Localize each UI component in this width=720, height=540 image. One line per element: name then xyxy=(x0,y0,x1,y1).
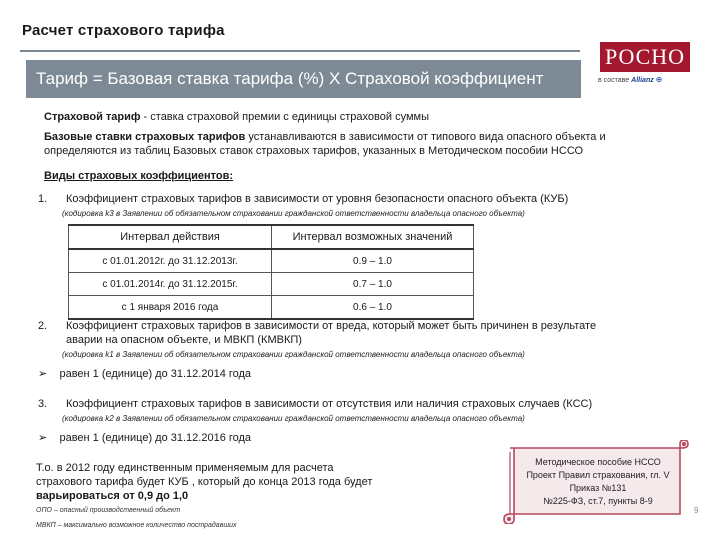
base-rates-line-1: Базовые ставки страховых тарифов устанавливаются в зависимости от типового вида опасного объекта и xyxy=(44,131,606,143)
types-heading: Виды страховых коэффициентов: xyxy=(44,170,234,182)
rate-interval-table xyxy=(68,224,474,320)
item-2-note: (кодировка k1 в Заявлении об обязательном страховании гражданской ответственности владельца опасного объекта) xyxy=(62,350,525,359)
item-2-text-1: Коэффициент страховых тарифов в зависимости от вреда, который может быть причинен в результате xyxy=(66,320,597,332)
table-row xyxy=(69,273,474,296)
header-interval: Интервал действия xyxy=(69,225,272,249)
item-1-number: 1. xyxy=(38,193,48,205)
summary-line-3: варьироваться от 0,9 до 1,0 xyxy=(36,490,189,502)
arrow-bullet-icon: ➢ xyxy=(38,368,48,380)
reference-scroll xyxy=(500,440,692,524)
logo-wordmark: РОСНО xyxy=(600,42,690,72)
table-row xyxy=(69,249,474,273)
scroll-line: Методическое пособие НССО xyxy=(535,457,661,467)
footnotes xyxy=(36,505,237,531)
header-values: Интервал возможных значений xyxy=(272,225,474,249)
arrow-bullet-icon: ➢ xyxy=(38,432,48,444)
allianz-mark-icon: ⊕ xyxy=(655,75,663,84)
item-3-number: 3. xyxy=(38,398,48,410)
table-cell: с 1 января 2016 года xyxy=(69,296,272,320)
scroll-line: №225-ФЗ, ст.7, пункты 8-9 xyxy=(543,496,653,506)
item-2-number: 2. xyxy=(38,320,48,332)
table-header-row xyxy=(69,225,474,249)
definition-line: Страховой тариф - ставка страховой премии с единицы страховой суммы xyxy=(44,111,429,123)
footnote-opo: ОПО – опасный производственный объект xyxy=(36,507,181,514)
rosno-logo xyxy=(598,38,694,88)
scroll-text xyxy=(512,456,684,508)
summary-text xyxy=(36,461,372,503)
item-3-bullet: ➢ равен 1 (единице) до 31.12.2016 года xyxy=(38,432,252,444)
table-cell: 0.7 – 1.0 xyxy=(272,273,474,296)
table-cell: с 01.01.2014г. до 31.12.2015г. xyxy=(69,273,272,296)
title-divider xyxy=(20,50,580,52)
table-cell: 0.9 – 1.0 xyxy=(272,249,474,273)
scroll-line: Приказ №131 xyxy=(569,483,627,493)
table-cell: 0.6 – 1.0 xyxy=(272,296,474,320)
table-cell: с 01.01.2012г. до 31.12.2013г. xyxy=(69,249,272,273)
item-1-text: Коэффициент страховых тарифов в зависимости от уровня безопасности опасного объекта (КУБ) xyxy=(66,193,569,205)
summary-line-1: Т.о. в 2012 году единственным применяемым для расчета xyxy=(36,462,334,474)
summary-line-2: страхового тарифа будет КУБ , который до конца 2013 года будет xyxy=(36,476,373,488)
item-3-text: Коэффициент страховых тарифов в зависимости от отсутствия или наличия страховых случаев (КСС) xyxy=(66,398,593,410)
item-1-note: (кодировка k3 в Заявлении об обязательном страховании гражданской ответственности владельца опасного объекта) xyxy=(62,209,525,218)
page-title: Расчет страхового тарифа xyxy=(22,22,225,39)
logo-subtitle: в составе Allianz ⊕ xyxy=(598,75,663,84)
item-2-bullet: ➢ равен 1 (единице) до 31.12.2014 года xyxy=(38,368,252,380)
base-rates-line-2: определяются из таблиц Базовых ставок страховых тарифов, указанных в Методическом пособии НССО xyxy=(44,145,584,157)
item-2-text-2: аварии на опасном объекте, и МВКП (КМВКП) xyxy=(66,334,302,346)
footnote-mvkp: МВКП – максимально возможное количество пострадавших xyxy=(36,522,237,529)
item-3-note: (кодировка k2 в Заявлении об обязательном страховании гражданской ответственности владельца опасного объекта) xyxy=(62,414,525,423)
table-row xyxy=(69,296,474,320)
formula-banner: Тариф = Базовая ставка тарифа (%) Х Страховой коэффициент xyxy=(26,60,581,98)
page-number: 9 xyxy=(694,506,699,515)
scroll-line: Проект Правил страхования, гл. V xyxy=(526,470,670,480)
